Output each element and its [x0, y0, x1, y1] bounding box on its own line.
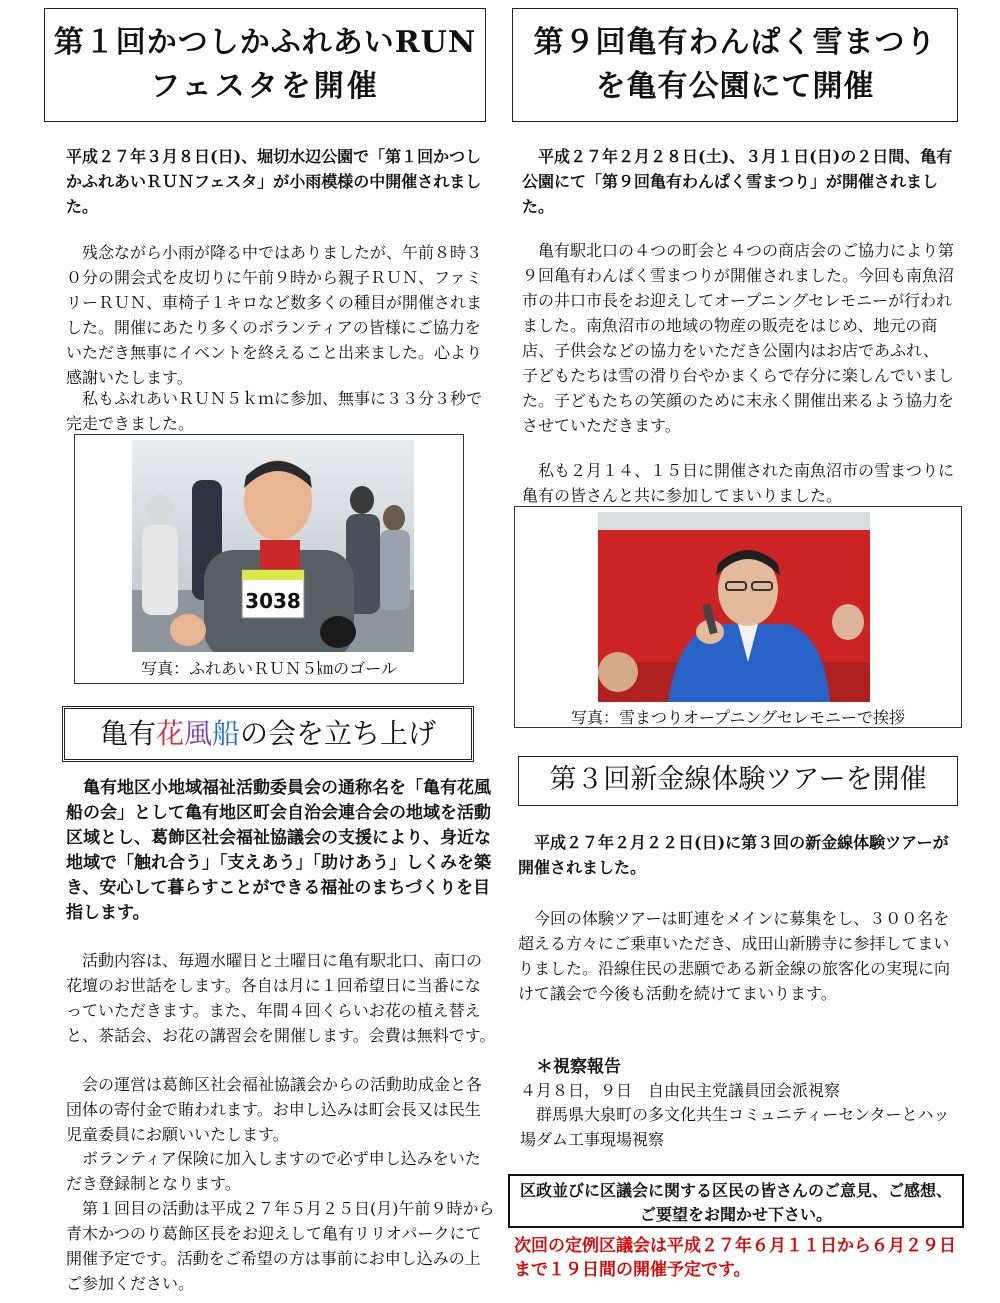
hanafusen-body3: ボランティア保険に加入しますので必ず申し込みをいただき登録制となります。	[66, 1149, 481, 1193]
ceremony-photo-image	[598, 512, 870, 702]
opinion-text: 区政並びに区議会に関する区民の皆さんのご意見、ご感想、ご要望をお聞かせ下さい。	[520, 1181, 953, 1224]
run-title-line2: フェスタを開催	[150, 69, 380, 104]
run-title-line1: 第１回かつしかふれあいRUN	[53, 25, 477, 60]
hanafusen-body4: 第１回目の活動は平成２７年５月２５日(月)午前９時から青木かつのり葛飾区長をお迎えして亀有リリオパークにて開催予定です。活動をご希望の方は事前にお申し込みの上ご参加ください。	[66, 1199, 495, 1293]
run-body1: 残念ながら小雨が降る中ではありましたが、午前８時３０分の開会式を皮切りに午前９時から親子ＲＵＮ、ファミリーＲＵＮ、車椅子１キロなど数多くの種目が開催されました。開催にあたり多くのボランティアの皆様にご協力をいただき無事にイベントを終えること出来ました。心より感謝いたします。	[66, 243, 483, 387]
report-heading: ＊視察報告	[536, 1057, 621, 1077]
shinkanesen-body1: 今回の体験ツアーは町連をメインに募集をし、３００名を超える方々にご乗車いただき、成田山新勝寺に参拝してまいりました。沿線住民の悲願である新金線の旅客化の実現に向けて議会で今後も活動を続けてまいります。	[518, 909, 951, 1003]
snow-photo	[598, 512, 870, 702]
run-body2: 私もふれあいＲＵＮ５ｋｍに参加、無事に３３分３秒で完走できました。	[66, 389, 483, 433]
hanafusen-body1: 活動内容は、毎週水曜日と土曜日に亀有駅北口、南口の花壇のお世話をします。各自は月に１回希望日に当番になっていただきます。また、年間４回くらいお花の植え替えと、茶話会、お花の講習会を開催します。会費は無料です。	[66, 951, 496, 1045]
snow-photo-caption: 写真：雪まつりオープニングセレモニーで挨拶	[570, 708, 906, 727]
hanafusen-title-prefix: 亀有	[99, 717, 156, 750]
run-lead: 平成２７年３月８日(日)、堀切水辺公園で「第１回かつしかふれあいＲＵＮフェスタ」が小雨模様の中開催されました。	[66, 147, 482, 216]
run-title-box	[44, 8, 486, 122]
opinion-box	[508, 1174, 964, 1228]
runner-photo-image	[132, 440, 414, 652]
snow-body1: 亀有駅北口の４つの町会と４つの商店会のご協力により第９回亀有わんぱく雪まつりが開催されました。今回も南魚沼市の井口市長をお迎えしてオープニングセレモニーが行われました。南魚沼市の地域の物産の販売をはじめ、地元の商店、子供会などの協力をいただき公園内はお店であふれ、子どもたちは雪の滑り台やかまくらで存分に楽しんでいました。子どもたちの笑顔のために末永く開催出来るよう協力をさせていただきます。	[522, 241, 955, 435]
run-photo-caption: 写真：ふれあいＲＵＮ５㎞のゴール	[141, 659, 397, 678]
snow-body2: 私も２月１４、１５日に開催された南魚沼市の雪まつりに亀有の皆さんと共に参加してまいりました。	[522, 461, 955, 505]
hanafusen-title-suffix: の会を立ち上げ	[240, 717, 437, 750]
hanafusen-title-fu: 風	[183, 717, 212, 750]
snow-lead: 平成２７年２月２８日(土)、３月１日(日)の２日間、亀有公園にて「第９回亀有わんぱく雪まつり」が開催されました。	[522, 147, 953, 216]
snow-title-line2: を亀有公園にて開催	[595, 69, 875, 104]
hanafusen-lead: 亀有地区小地域福祉活動委員会の通称名を「亀有花風船の会」として亀有地区町会自治会連合会の地域を活動区域とし、葛飾区社会福祉協議会の支援により、身近な地域で「触れ合う」「支えあう」「助けあう」しくみを築き、安心して暮らすことができる福祉のまちづくりを目指します。	[66, 778, 491, 923]
report-line2: 群馬県大泉町の多文化共生コミュニティーセンターとハッ場ダム工事現場視察	[520, 1105, 950, 1149]
hanafusen-body2: 会の運営は葛飾区社会福祉協議会からの活動助成金と各団体の寄付金で賄われます。お申し込みは町会長又は民生児童委員にお願いいたします。	[66, 1075, 483, 1144]
notice-text: 次回の定例区議会は平成２７年６月１１日から６月２９日まで１９日間の開催予定です。	[514, 1236, 956, 1280]
snow-title-line1: 第９回亀有わんぱく雪まつり	[533, 25, 937, 60]
report-line1: ４月８日，９日 自由民主党議員団会派視察	[520, 1081, 841, 1100]
shinkanesen-lead: 平成２７年２月２２日(日)に第３回の新金線体験ツアーが開催されました。	[518, 833, 949, 877]
hanafusen-title-sen: 船	[212, 717, 241, 750]
snow-title-box	[512, 8, 958, 122]
run-photo	[132, 440, 414, 652]
bib-number: 3038	[245, 589, 301, 613]
hanafusen-title-box	[62, 706, 474, 762]
shinkanesen-title-box	[518, 756, 958, 806]
hanafusen-title-hana: 花	[155, 717, 184, 750]
shinkanesen-title: 第３回新金線体験ツアーを開催	[549, 764, 927, 795]
